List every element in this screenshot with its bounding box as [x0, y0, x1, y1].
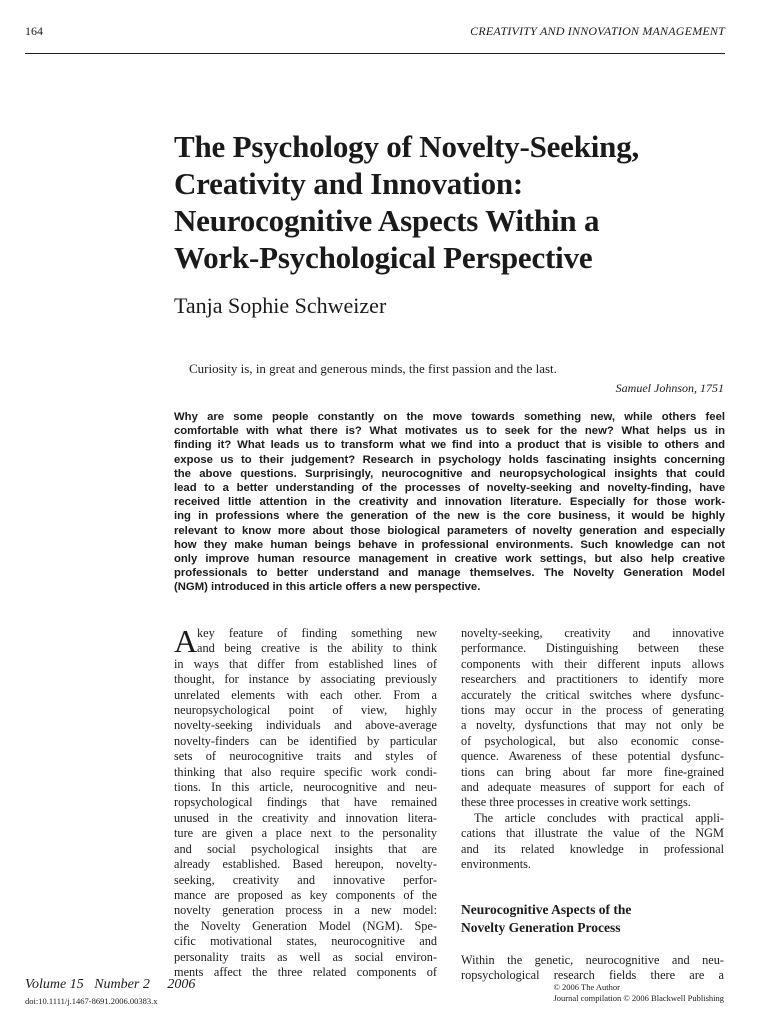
body-line: unused in the creativity and innovation litera-	[174, 810, 437, 825]
body-line: thinking that also require specific work condi-	[174, 764, 437, 779]
journal-name: CREATIVITY AND INNOVATION MANAGEMENT	[470, 24, 725, 38]
body-line: neuropsychological point of view, highly	[174, 703, 437, 718]
abstract-line: how they make human beings behave in professional environments. Such knowledge can not	[174, 538, 725, 551]
footer-copyright	[553, 982, 724, 1004]
body-line: sets of neurocognitive traits and styles of	[174, 749, 437, 764]
body-line: these three processes in creative work settings.	[461, 795, 691, 810]
body-line: researchers and practitioners to identify more	[461, 672, 724, 687]
body-line: personality traits as well as social environ-	[174, 949, 437, 964]
body-line: tions can bring about far more fine-grained	[461, 764, 724, 779]
body-line: tions. In this article, neurocognitive and neu-	[174, 780, 437, 795]
body-line: accurately the critical switches where dysfunc-	[461, 687, 724, 702]
body-line: and adequate measures of support for each of	[461, 780, 724, 795]
copyright-journal: Journal compilation © 2006 Blackwell Publishing	[553, 993, 724, 1003]
body-line: mance are proposed as key components of the	[174, 887, 437, 902]
epigraph-attribution: Samuel Johnson, 1751	[615, 381, 724, 395]
title-line: The Psychology of Novelty-Seeking,	[174, 129, 640, 164]
body-line: novelty-seeking individuals and above-average	[174, 718, 437, 733]
intro-paragraph	[174, 623, 437, 980]
title-line: Creativity and Innovation:	[174, 166, 524, 201]
body-paragraph	[461, 811, 724, 873]
body-line: in ways that differ from established lines of	[174, 656, 437, 671]
section-heading-line: Novelty Generation Process	[461, 919, 621, 935]
abstract-line: the above questions. Surprisingly, neurocognitive and neuropsychological insights that could	[174, 467, 725, 480]
copyright-author: © 2006 The Author	[553, 982, 620, 992]
abstract-line: comfortable with what there is? What motivates us to seek for the new? What helps us in	[174, 425, 725, 438]
body-column-right	[461, 626, 724, 983]
body-line: novelty-seeking, creativity and innovative	[461, 626, 724, 640]
abstract-line: only improve human resource management in creative work settings, but also help creative	[174, 553, 725, 566]
body-line: and its related knowledge in professional	[461, 841, 724, 856]
body-line: seeking, creativity and innovative perfor-	[174, 872, 437, 887]
page-number: 164	[25, 24, 43, 38]
abstract-line: Why are some people constantly on the move towards something new, while others feel	[174, 411, 725, 423]
body-line: ropsychological research fields there are a	[461, 967, 724, 982]
body-line: ropsychological findings that have remained	[174, 795, 437, 810]
drop-cap: A	[174, 623, 198, 659]
body-line: tions may occur in the process of generating	[461, 703, 724, 718]
body-line: novelty generation process in a new model:	[174, 903, 437, 918]
body-line: Within the genetic, neurocognitive and neu-	[461, 952, 724, 967]
body-paragraph	[461, 626, 724, 811]
title-line: Work-Psychological Perspective	[174, 240, 593, 275]
abstract-line: relevant to know more about those biological parameters of novelty generation and especially	[174, 524, 725, 537]
body-line: components with their different inputs allows	[461, 656, 724, 671]
abstract-line: finding it? What leads us to transform what we find into a product that is visible to others and	[174, 439, 725, 452]
section-heading-line: Neurocognitive Aspects of the	[461, 901, 632, 917]
header-rule	[25, 53, 725, 54]
article-title	[174, 128, 734, 276]
body-line: cations that illustrate the value of the NGM	[461, 826, 724, 841]
body-line: performance. Distinguishing between these	[461, 641, 724, 656]
abstract-line: expose us to their judgement? Research in psychology holds fascinating insights concerning	[174, 453, 725, 466]
running-header	[25, 24, 725, 42]
body-line: environments.	[461, 857, 532, 872]
author-name: Tanja Sophie Schweizer	[174, 293, 387, 318]
body-line: quence. Awareness of these potential dysfunc-	[461, 749, 724, 764]
body-line: The article concludes with practical appli-	[474, 810, 724, 825]
body-line: the Novelty Generation Model (NGM). Spe-	[174, 918, 437, 933]
doi: doi:10.1111/j.1467-8691.2006.00383.x	[25, 996, 158, 1006]
body-line: already established. Based hereupon, novelty-	[174, 857, 437, 872]
body-line: and being creative is the ability to think	[197, 641, 437, 656]
volume-issue-year: Volume 15 Number 2 2006	[25, 977, 196, 992]
body-line: unrelated elements with each other. From a	[174, 687, 437, 702]
abstract-line: received little attention in the creativity and innovation literature. Especially for those work-	[174, 496, 725, 509]
abstract	[174, 410, 725, 595]
abstract-line: lead to a better understanding of the processes of novelty-seeking and novelty-finding, have	[174, 482, 725, 495]
body-line: thought, for instance by associating previously	[174, 672, 437, 687]
body-line: cific motivational states, neurocognitive and	[174, 934, 437, 949]
section-heading	[461, 901, 724, 937]
body-line: of psychological, but also economic conse-	[461, 733, 724, 748]
body-line: and social psychological insights that are	[174, 841, 437, 856]
body-line: ture are given a place next to the personality	[174, 826, 437, 841]
body-line: key feature of finding something new	[197, 626, 437, 640]
body-line: ments affect the three related components of	[174, 964, 437, 979]
body-line: novelty-finders can be identified by particular	[174, 733, 437, 748]
body-line: a novelty, dysfunctions that may not only be	[461, 718, 724, 733]
abstract-line: (NGM) introduced in this article offers a new perspective.	[174, 581, 481, 594]
title-line: Neurocognitive Aspects Within a	[174, 203, 600, 238]
footer-volume-info	[25, 977, 195, 1006]
epigraph-quote: Curiosity is, in great and generous minds, the first passion and the last.	[189, 361, 557, 376]
abstract-line: professionals to better understand and manage themselves. The Novelty Generation Model	[174, 567, 725, 580]
body-column-left	[174, 623, 437, 980]
body-paragraph	[461, 953, 724, 984]
abstract-line: ing in professions where the generation of the new is the core business, it would be highly	[174, 510, 725, 523]
